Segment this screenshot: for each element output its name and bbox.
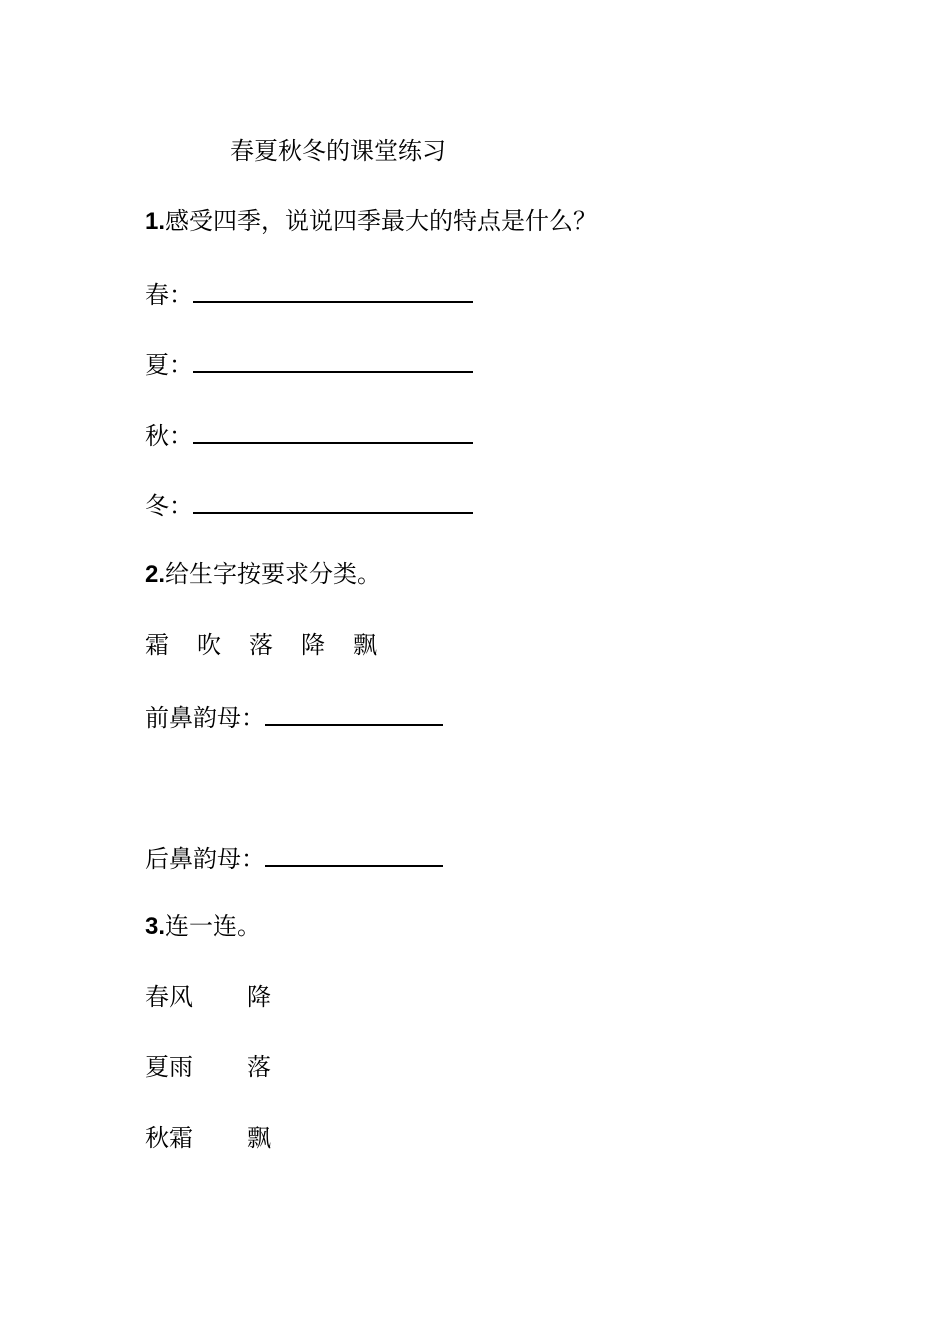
question-3-text: 连一连。 [165,912,262,940]
season-label: 夏： [145,351,193,379]
match-right: 落 [247,1053,271,1081]
match-left: 春风 [145,983,193,1011]
answer-blank[interactable] [193,488,473,514]
season-line-autumn [145,418,473,451]
character-item: 落 [249,631,273,659]
question-3-number: 3. [145,913,166,940]
character-item: 飘 [353,631,377,659]
season-line-summer [145,347,473,380]
season-label: 冬： [145,492,193,520]
match-right: 飘 [247,1124,271,1152]
question-1-text: 感受四季，说说四季最大的特点是什么？ [165,207,598,235]
season-line-spring [145,277,473,310]
season-label: 秋： [145,422,193,450]
front-nasal-line [145,700,443,733]
match-pair [145,982,271,1012]
match-left: 夏雨 [145,1053,193,1081]
question-2-number: 2. [145,561,166,588]
front-nasal-label: 前鼻韵母： [145,704,265,732]
season-line-winter [145,488,473,521]
answer-blank[interactable] [265,700,443,726]
season-label: 春： [145,281,193,309]
match-right: 降 [247,983,271,1011]
match-pair [145,1052,271,1082]
answer-blank[interactable] [193,347,473,373]
answer-blank[interactable] [265,841,443,867]
character-list [145,630,377,660]
answer-blank[interactable] [193,418,473,444]
question-1-number: 1. [145,208,166,235]
character-item: 吹 [197,631,221,659]
back-nasal-label: 后鼻韵母： [145,845,265,873]
page-title: 春夏秋冬的课堂练习 [230,137,446,165]
answer-blank[interactable] [193,277,473,303]
question-2 [145,559,381,590]
character-item: 降 [301,631,325,659]
character-item: 霜 [145,631,169,659]
question-1 [145,206,597,237]
question-2-text: 给生字按要求分类。 [165,560,382,588]
match-pair [145,1123,271,1153]
question-3 [145,911,261,942]
match-left: 秋霜 [145,1124,193,1152]
back-nasal-line [145,841,443,874]
